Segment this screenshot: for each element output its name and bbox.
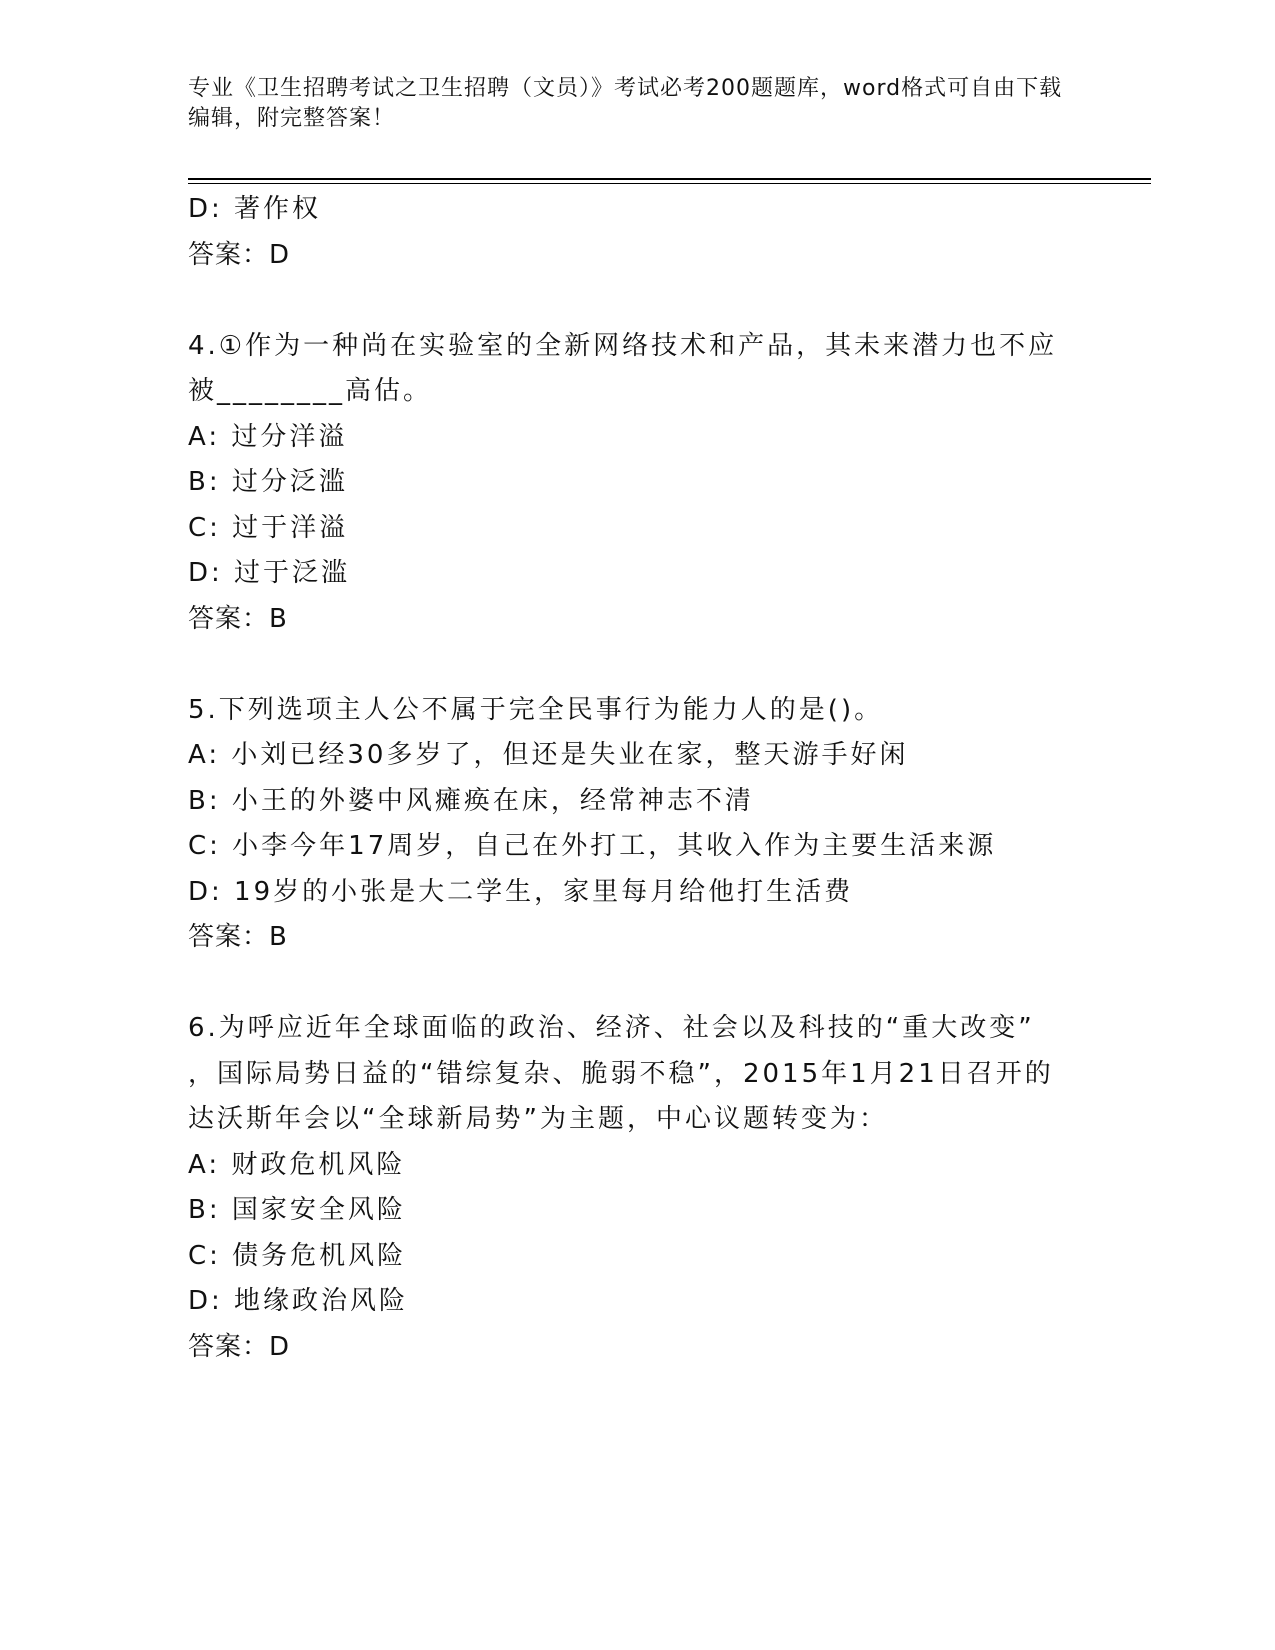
question-stem: 4.①作为一种尚在实验室的全新网络技术和产品，其未来潜力也不应 <box>188 330 1058 361</box>
option-d: D: 过于泛滥 <box>188 558 351 588</box>
header-divider-thin <box>188 183 1151 184</box>
option-d: D: 著作权 <box>188 194 322 224</box>
answer-line: 答案：D <box>188 239 291 270</box>
question-6 <box>188 1006 1108 1370</box>
option-a: A: 过分洋溢 <box>188 421 348 452</box>
question-content <box>188 187 1108 1370</box>
spacer <box>188 961 1108 1007</box>
question-stem: 6.为呼应近年全球面临的政治、经济、社会以及科技的“重大改变” <box>188 1013 1035 1043</box>
option-c: C: 过于洋溢 <box>188 512 349 543</box>
answer-line: 答案：B <box>188 603 288 634</box>
spacer <box>188 642 1108 688</box>
question-5 <box>188 688 1108 961</box>
option-d: D: 19岁的小张是大二学生，家里每月给他打生活费 <box>188 876 854 907</box>
document-header: 专业《卫生招聘考试之卫生招聘（文员）》考试必考200题题库，word格式可自由下载编辑，附完整答案！ <box>188 76 1063 131</box>
question-stem: 5.下列选项主人公不属于完全民事行为能力人的是()。 <box>188 694 884 725</box>
option-b: B: 过分泛滥 <box>188 467 348 497</box>
option-a: A: 小刘已经30多岁了，但还是失业在家，整天游手好闲 <box>188 740 909 770</box>
question-stem: 被________高估。 <box>188 376 433 406</box>
answer-line: 答案：B <box>188 922 288 952</box>
option-d: D: 地缘政治风险 <box>188 1286 409 1316</box>
question-stem: 达沃斯年会以“全球新局势”为主题，中心议题转变为： <box>188 1104 888 1134</box>
question-4 <box>188 324 1108 643</box>
option-b: B: 国家安全风险 <box>188 1195 406 1225</box>
spacer <box>188 278 1108 324</box>
option-c: C: 小李今年17周岁，自己在外打工，其收入作为主要生活来源 <box>188 831 997 861</box>
option-b: B: 小王的外婆中风瘫痪在床，经常神志不清 <box>188 785 754 816</box>
question-stem: ，国际局势日益的“错综复杂、脆弱不稳”，2015年1月21日召开的 <box>188 1058 1054 1089</box>
option-a: A: 财政危机风险 <box>188 1149 406 1180</box>
header-divider-thick <box>188 178 1151 180</box>
answer-line: 答案：D <box>188 1331 291 1362</box>
option-c: C: 债务危机风险 <box>188 1240 407 1271</box>
